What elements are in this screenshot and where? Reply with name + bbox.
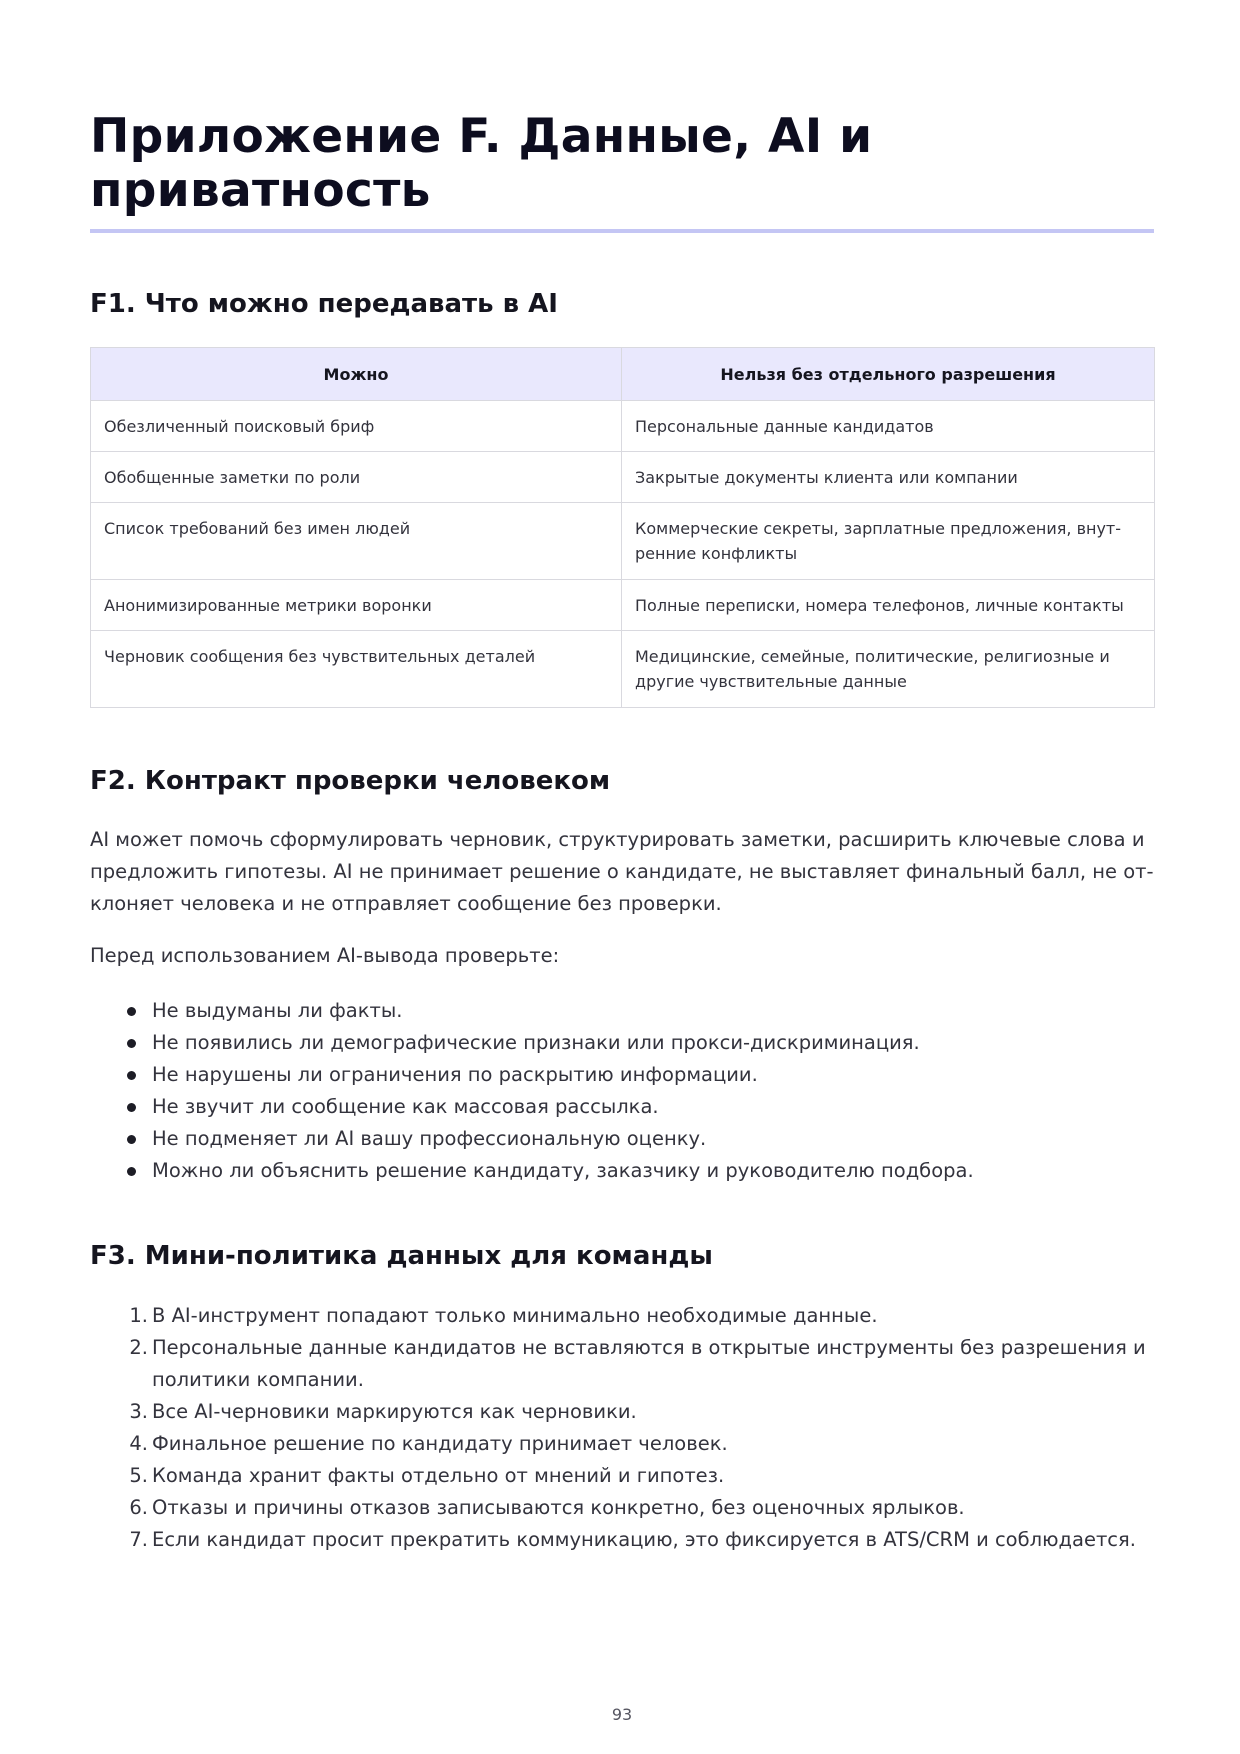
bullet-icon: [127, 1167, 136, 1176]
list-item: [152, 1027, 1154, 1059]
list-item-text: Не нарушены ли ограничения по раскрытию информации.: [152, 1063, 758, 1086]
table-cell-allowed: Список требований без имен людей: [91, 503, 622, 580]
list-item: [129, 1492, 1154, 1524]
bullet-icon: [127, 1007, 136, 1016]
list-item-text: В AI-инструмент попадают только минимально необходимые данные.: [152, 1304, 878, 1327]
table-header-allowed: Можно: [91, 348, 622, 401]
list-item-number: 1.: [129, 1304, 148, 1327]
list-item: [152, 1155, 1154, 1187]
list-item: [129, 1332, 1154, 1396]
list-item-text: Можно ли объяснить решение кандидату, заказчику и руководителю подбора.: [152, 1159, 974, 1182]
checklist-lead: Перед использованием AI-вывода проверьте:: [90, 944, 560, 967]
list-item: [129, 1524, 1154, 1556]
bullet-icon: [127, 1103, 136, 1112]
list-item: [129, 1300, 1154, 1332]
table-cell-forbidden: Персональные данные кандидатов: [622, 401, 1155, 452]
list-item-number: 2.: [129, 1336, 148, 1359]
list-item: [129, 1428, 1154, 1460]
bullet-icon: [127, 1135, 136, 1144]
page-title: Приложение F. Данные, AI и приватность: [90, 109, 873, 218]
table-row: [91, 580, 1155, 631]
ai-data-table: [90, 347, 1155, 708]
list-item-text: Команда хранит факты отдельно от мнений и гипотез.: [152, 1464, 725, 1487]
table-header-row: [91, 348, 1155, 401]
section-heading-f2: F2. Контракт проверки человеком: [90, 766, 611, 796]
list-item-text: Не выдуманы ли факты.: [152, 999, 403, 1022]
list-item-text: Не появились ли демографические признаки или прокси-дискриминация.: [152, 1031, 920, 1054]
section-heading-f3: F3. Мини-политика данных для команды: [90, 1241, 713, 1271]
list-item-number: 5.: [129, 1464, 148, 1487]
list-item-number: 3.: [129, 1400, 148, 1423]
table-cell-allowed: Обобщенные заметки по роли: [91, 452, 622, 503]
table-row: [91, 631, 1155, 708]
table-cell-allowed: Анонимизированные метрики воронки: [91, 580, 622, 631]
list-item-text: Все AI-черновики маркируются как черновики.: [152, 1400, 637, 1423]
list-item: [152, 1059, 1154, 1091]
table-row: [91, 503, 1155, 580]
table-cell-forbidden: Коммерческие секреты, зарплатные предложения, внутренние конфликты: [622, 503, 1155, 580]
table-cell-forbidden: Закрытые документы клиента или компании: [622, 452, 1155, 503]
list-item-text: Если кандидат просит прекратить коммуникацию, это фиксируется в ATS/CRM и соблюдается.: [152, 1528, 1136, 1551]
list-item: [152, 1123, 1154, 1155]
review-checklist: [90, 995, 1154, 1187]
list-item: [152, 1091, 1154, 1123]
section-heading-f1: F1. Что можно передавать в AI: [90, 289, 558, 319]
list-item-number: 4.: [129, 1432, 148, 1455]
table-cell-allowed: Черновик сообщения без чувствительных деталей: [91, 631, 622, 708]
list-item-text: Не звучит ли сообщение как массовая рассылка.: [152, 1095, 659, 1118]
list-item-text: Отказы и причины отказов записываются конкретно, без оценочных ярлыков.: [152, 1496, 965, 1519]
list-item-number: 6.: [129, 1496, 148, 1519]
table-header-forbidden: Нельзя без отдельного разрешения: [622, 348, 1155, 401]
list-item-text: Персональные данные кандидатов не вставляются в открытые инструменты без разрешения и политики компании.: [152, 1336, 1146, 1391]
table-row: [91, 452, 1155, 503]
table-cell-forbidden: Полные переписки, номера телефонов, личные контакты: [622, 580, 1155, 631]
list-item-text: Финальное решение по кандидату принимает человек.: [152, 1432, 728, 1455]
table-row: [91, 401, 1155, 452]
table-cell-forbidden: Медицинские, семейные, политические, религиозные и другие чувствительные данные: [622, 631, 1155, 708]
document-page: [90, 0, 1154, 1754]
page-number: 93: [611, 1705, 633, 1724]
list-item: [129, 1460, 1154, 1492]
team-data-policy-list: [90, 1300, 1154, 1556]
table-cell-allowed: Обезличенный поисковый бриф: [91, 401, 622, 452]
bullet-icon: [127, 1039, 136, 1048]
bullet-icon: [127, 1071, 136, 1080]
list-item: [129, 1396, 1154, 1428]
human-review-paragraph: AI может помочь сформулировать черновик, структурировать заметки, расширить ключевые слова и предложить гипотезы. AI не принимает решение о кандидате, не выставляет финальный балл, не отклоняет человека и не отправляет сообщение без проверки.: [90, 828, 1154, 915]
list-item: [152, 995, 1154, 1027]
list-item-number: 7.: [129, 1528, 148, 1551]
title-divider: [90, 229, 1154, 233]
list-item-text: Не подменяет ли AI вашу профессиональную оценку.: [152, 1127, 707, 1150]
